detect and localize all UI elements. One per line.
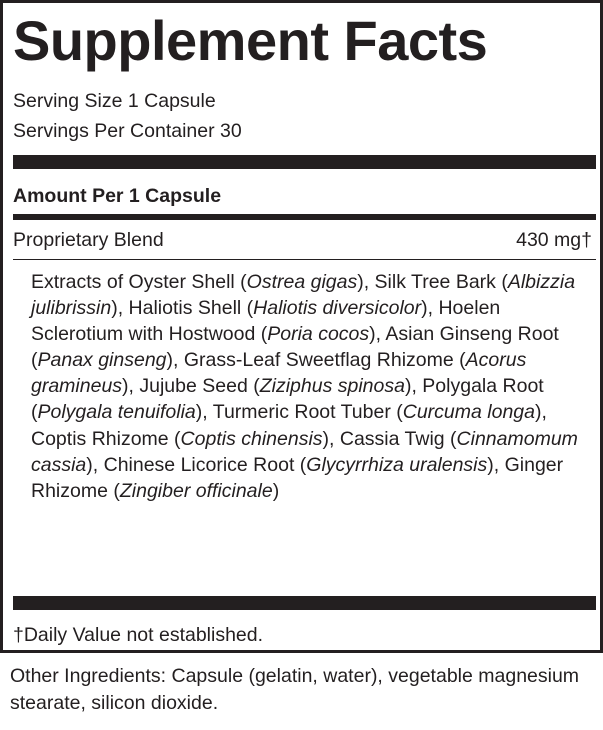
ingredient-text: ), Cassia Twig ( bbox=[322, 427, 457, 450]
ingredient-latin-name: Ostrea gigas bbox=[246, 271, 358, 293]
blend-ingredients-list bbox=[31, 269, 597, 504]
ingredient-latin-name: Haliotis diversicolor bbox=[253, 297, 422, 320]
ingredient-latin-name: Acorus gramineus bbox=[31, 349, 527, 398]
ingredient-latin-name: Curcuma longa bbox=[402, 401, 535, 424]
ingredient-text: Extracts of Oyster Shell ( bbox=[31, 271, 247, 293]
ingredient-latin-name: Polygala tenuifolia bbox=[37, 401, 196, 424]
ingredient-latin-name: Cinnamomum cassia bbox=[31, 427, 578, 476]
ingredient-text: ), Polygala Root ( bbox=[31, 375, 544, 424]
ingredient-latin-name: Glycyrrhiza uralensis bbox=[306, 453, 488, 476]
blend-name: Proprietary Blend bbox=[13, 229, 164, 251]
ingredient-text: ), Grass-Leaf Sweetflag Rhizome ( bbox=[166, 349, 466, 372]
serving-size: Serving Size 1 Capsule bbox=[13, 90, 216, 112]
panel-title: Supplement Facts bbox=[13, 9, 488, 72]
ingredient-text: ), Hoelen Sclerotium with Hostwood ( bbox=[31, 297, 501, 346]
ingredient-text: ), Silk Tree Bark ( bbox=[357, 271, 508, 293]
ingredient-latin-name: Panax ginseng bbox=[37, 349, 167, 372]
servings-per-container: Servings Per Container 30 bbox=[13, 120, 242, 142]
medium-divider bbox=[13, 214, 596, 220]
ingredient-latin-name: Coptis chinensis bbox=[180, 427, 323, 450]
ingredient-text: ), Ginger Rhizome ( bbox=[31, 453, 564, 502]
thin-divider bbox=[13, 259, 596, 260]
ingredient-text: ), Turmeric Root Tuber ( bbox=[195, 401, 403, 424]
ingredient-text: ), Haliotis Shell ( bbox=[111, 297, 254, 320]
blend-amount: 430 mg† bbox=[516, 229, 592, 251]
ingredient-text: ), Asian Ginseng Root ( bbox=[31, 323, 559, 372]
thick-divider-top bbox=[13, 155, 596, 169]
ingredient-latin-name: Zingiber officinale bbox=[119, 479, 273, 502]
ingredient-text: ), Coptis Rhizome ( bbox=[31, 401, 547, 450]
ingredient-latin-name: Ziziphus spinosa bbox=[259, 375, 405, 398]
ingredient-text: ) bbox=[272, 479, 280, 502]
other-ingredients: Other Ingredients: Capsule (gelatin, water), vegetable magnesium stearate, silicon dioxide. bbox=[10, 665, 580, 714]
ingredient-latin-name: Albizzia julibrissin bbox=[31, 271, 576, 320]
thick-divider-bottom bbox=[13, 596, 596, 610]
ingredient-latin-name: Poria cocos bbox=[267, 323, 370, 346]
amount-per-serving-header: Amount Per 1 Capsule bbox=[13, 185, 222, 207]
ingredient-text: ), Chinese Licorice Root ( bbox=[86, 453, 307, 476]
ingredient-text: ), Jujube Seed ( bbox=[122, 375, 260, 398]
daily-value-note: †Daily Value not established. bbox=[13, 624, 264, 646]
